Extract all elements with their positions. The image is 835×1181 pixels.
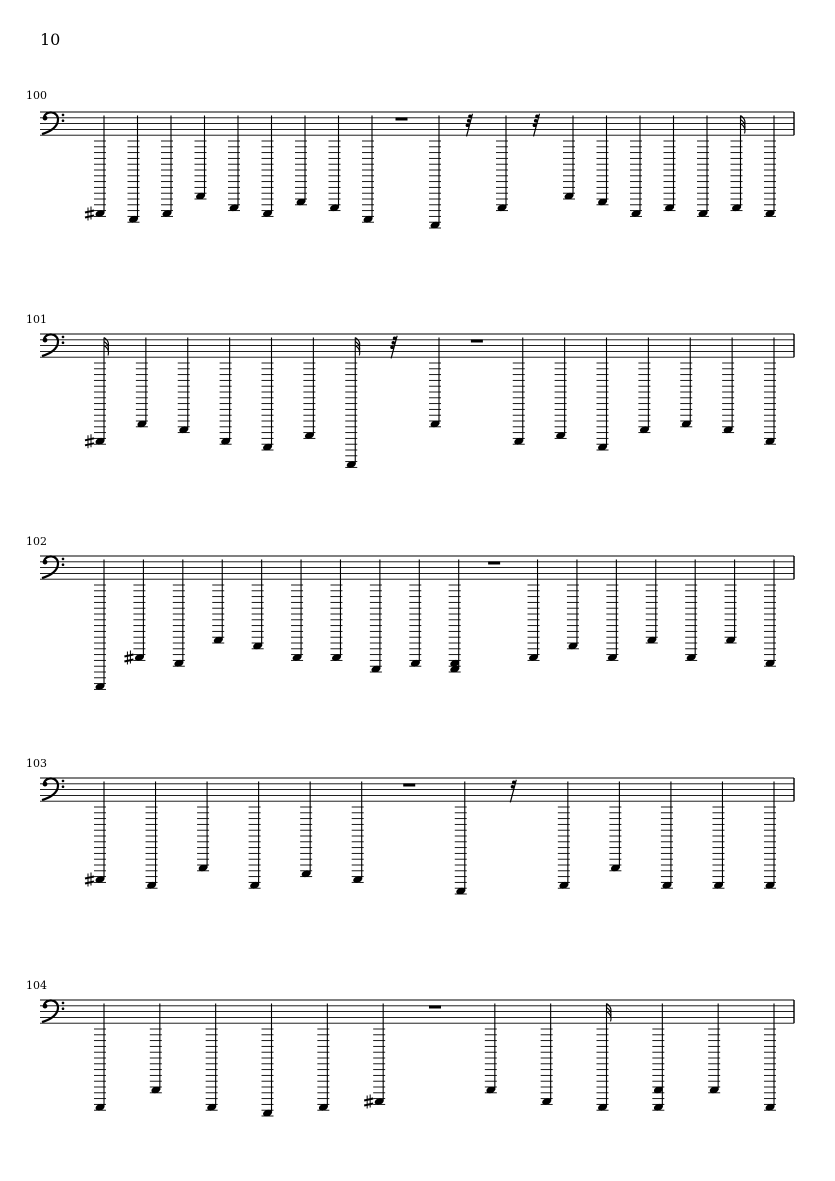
sharp-icon [85,873,94,887]
note [330,559,342,662]
whole-rest-icon [396,117,408,120]
note [362,115,374,223]
whole-rest-icon [488,561,500,564]
clef-head [43,782,48,787]
clef-dot [62,563,65,566]
note [685,559,697,662]
note [722,337,734,434]
rest-dot [392,341,396,345]
note [228,115,240,212]
note [85,337,109,448]
note [352,781,364,884]
sharp-icon [124,651,133,665]
rest-dot [393,336,397,340]
rest-dot [533,123,537,127]
note [496,115,508,212]
sharp-stroke [85,882,94,884]
clef-dot [62,1007,65,1010]
measure-number: 100 [26,89,47,102]
clef-head [43,116,48,121]
whole-rest-icon [403,783,415,786]
rest-dot [467,119,471,123]
measure-number: 102 [26,535,47,548]
staff-notation [0,310,835,510]
clef-head [43,1004,48,1009]
rest-dot [468,114,472,118]
note [664,115,676,212]
rest-dot [534,119,538,123]
note [124,559,145,664]
sharp-stroke [85,211,94,213]
note [300,781,312,878]
thirty-second-rest-icon [533,114,540,137]
clef-dot [62,785,65,788]
measure-number: 104 [26,979,47,992]
note [212,559,224,644]
note [262,115,274,218]
note [195,115,207,200]
sharp-stroke [124,660,133,662]
whole-rest-icon [429,1005,441,1008]
clef-dot [62,119,65,122]
thirty-second-rest-icon [466,114,473,137]
note [94,1003,106,1111]
staff-notation [0,754,835,934]
measure-number: 101 [26,313,47,326]
note [303,337,315,440]
note [563,115,575,200]
whole-rest-icon [471,339,483,342]
clef-head [43,338,48,343]
sharp-stroke [364,1099,373,1101]
note [206,1003,218,1111]
note [697,115,709,218]
note [606,559,618,662]
sharp-stroke [124,655,133,657]
clef-dot [62,114,65,117]
clef-dot [62,780,65,783]
note [558,781,570,889]
staff-system [0,310,835,510]
clef-dot [62,341,65,344]
thirty-second-rest-icon [390,336,397,359]
page-number: 10 [40,30,61,49]
note [291,559,303,662]
note [161,115,173,218]
staff-system [0,754,835,934]
note [764,1003,776,1111]
note [128,115,140,223]
sharp-stroke [85,443,94,445]
note [528,559,540,662]
sharp-stroke [364,1104,373,1106]
sixteenth-rest-icon [510,780,516,803]
note [661,781,673,889]
sharp-icon [85,207,94,221]
staff-system [0,976,835,1156]
note [597,337,609,451]
staff-system [0,532,835,712]
note [597,1003,612,1111]
note [764,115,776,218]
chord [652,1003,664,1111]
rest-dot [511,785,515,789]
note [630,115,642,218]
note [329,115,341,212]
staff-notation [0,976,835,1156]
note [178,337,190,434]
note [317,1003,329,1111]
note [725,559,737,644]
rest-dot [535,114,539,118]
note [85,115,106,220]
note [409,559,421,667]
staff-notation [0,88,835,278]
clef-dot [62,336,65,339]
staff-system [0,88,835,278]
sharp-stroke [85,877,94,879]
chord [449,559,461,673]
note [555,337,567,440]
note [146,781,158,889]
note [262,337,274,451]
clef-dot [62,1002,65,1005]
sharp-icon [85,434,94,448]
sharp-stroke [85,216,94,218]
note [764,559,776,667]
note [249,781,261,889]
clef-head [43,560,48,565]
note [262,1003,274,1117]
note [731,115,746,212]
note [541,1003,553,1106]
sharp-stroke [85,438,94,440]
rest-dot [390,345,394,349]
note [370,559,382,673]
measure-number: 103 [26,757,47,770]
note [455,781,467,895]
rest-dot [512,780,516,784]
rest-dot [466,123,470,127]
clef-dot [62,558,65,561]
note [638,337,650,434]
note [712,781,724,889]
note [173,559,185,667]
note [764,337,776,445]
sharp-icon [364,1095,373,1109]
note [364,1003,385,1108]
note [220,337,232,445]
staff-notation [0,532,835,712]
note [429,115,441,229]
note [85,781,106,886]
note [646,559,658,644]
note [764,781,776,889]
note [513,337,525,445]
